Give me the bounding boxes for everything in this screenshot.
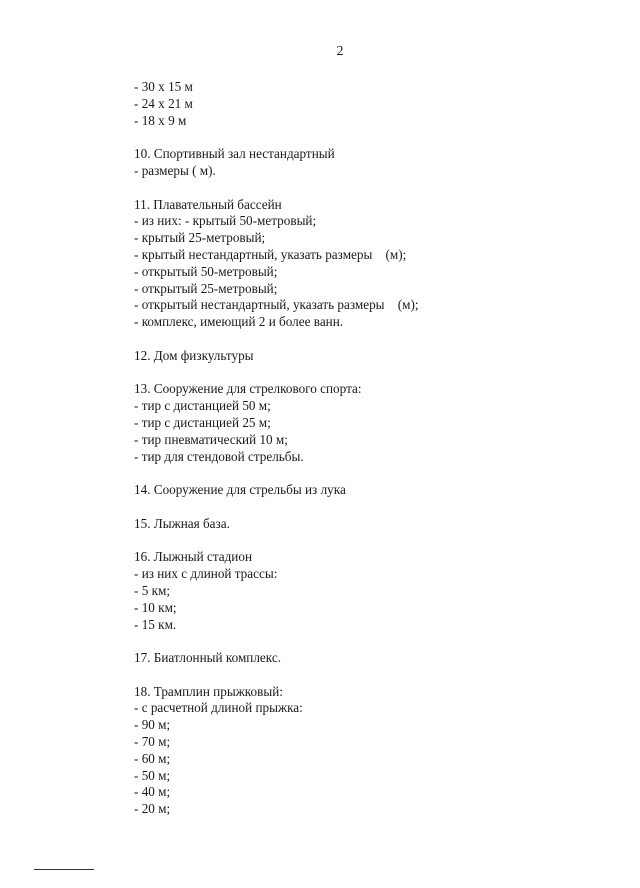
list-item: - открытый 50-метровый;: [134, 263, 278, 279]
section-heading: 18. Трамплин прыжковый:: [134, 683, 283, 699]
list-item: - 18 х 9 м: [134, 112, 187, 128]
blank-line: [134, 465, 594, 482]
list-item: - 20 м;: [134, 801, 171, 817]
list-item: - 5 км;: [134, 582, 170, 598]
list-item: - 60 м;: [134, 750, 171, 766]
list-item: - размеры ( м).: [134, 162, 216, 178]
blank-line: [134, 533, 594, 550]
section-heading: 10. Спортивный зал нестандартный: [134, 146, 335, 162]
list-item: - комплекс, имеющий 2 и более ванн.: [134, 314, 344, 330]
list-item: - открытый 25-метровый;: [134, 280, 278, 296]
list-item: - 90 м;: [134, 717, 171, 733]
section-heading: 16. Лыжный стадион: [134, 549, 253, 565]
blank-line: [134, 633, 594, 650]
list-item: - тир с дистанцией 50 м;: [134, 398, 271, 414]
list-item: - тир пневматический 10 м;: [134, 431, 288, 447]
section-heading: 14. Сооружение для стрельбы из лука: [134, 482, 346, 498]
list-item: - 70 м;: [134, 734, 171, 750]
blank-line: [134, 331, 594, 348]
blank-line: [134, 180, 594, 197]
list-item: - из них: - крытый 50-метровый;: [134, 213, 317, 229]
list-item: - крытый нестандартный, указать размеры (м);: [134, 246, 407, 262]
section-heading: 17. Биатлонный комплекс.: [134, 650, 282, 666]
list-item: - 30 х 15 м: [134, 79, 193, 94]
list-item: - с расчетной длиной прыжка:: [134, 700, 303, 716]
list-item: - 50 м;: [134, 767, 171, 783]
section-heading: 11. Плавательный бассейн: [134, 196, 282, 212]
footer-rule: [34, 869, 94, 870]
blank-line: [134, 365, 594, 382]
list-item: - 24 х 21 м: [134, 95, 193, 111]
section-heading: 13. Сооружение для стрелкового спорта:: [134, 381, 362, 397]
page-number: 2: [336, 44, 344, 59]
list-item: - крытый 25-метровый;: [134, 230, 266, 246]
list-item: - тир для стендовой стрельбы.: [134, 448, 304, 464]
section-heading: 15. Лыжная база.: [134, 515, 230, 531]
list-item: - 15 км.: [134, 616, 177, 632]
list-item: - открытый нестандартный, указать размеры (м);: [134, 297, 419, 313]
document-body: [134, 79, 594, 818]
blank-line: [134, 129, 594, 146]
section-heading: 12. Дом физкультуры: [134, 347, 254, 363]
blank-line: [134, 499, 594, 516]
blank-line: [134, 667, 594, 684]
list-item: - 10 км;: [134, 599, 177, 615]
list-item: - из них с длиной трассы:: [134, 566, 278, 582]
list-item: - 40 м;: [134, 784, 171, 800]
list-item: - тир с дистанцией 25 м;: [134, 414, 271, 430]
